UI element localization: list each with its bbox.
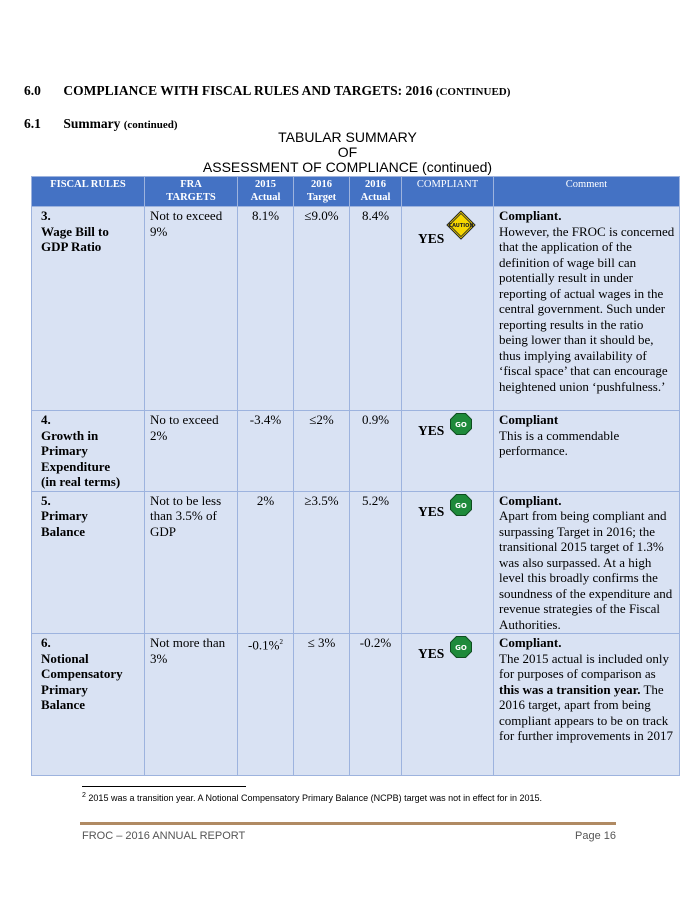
fra-target-cell: Not more than 3% — [145, 634, 238, 776]
section-number: 6.0 — [24, 83, 41, 98]
table-row — [32, 491, 680, 634]
target-2016-cell: ≤9.0% — [294, 207, 350, 411]
comment-heading: Compliant. — [499, 492, 562, 508]
fra-target-cell: Not to be less than 3.5% of GDP — [145, 491, 238, 634]
svg-text:GO: GO — [455, 421, 467, 429]
compliant-cell — [402, 634, 494, 776]
footnote-divider — [82, 786, 246, 787]
compliant-value: YES — [418, 423, 445, 438]
table-row — [32, 207, 680, 411]
footnote-ref: 2 — [279, 638, 283, 646]
section-title: COMPLIANCE WITH FISCAL RULES AND TARGETS: 2016 — [63, 83, 433, 98]
comment-heading: Compliant. — [499, 635, 562, 650]
actual-2015-cell: -0.1%$^2$ — [238, 634, 294, 776]
actual-2016-cell: 0.9% — [350, 411, 402, 492]
rule-cell: 6.Notional Compensatory Primary Balance — [32, 634, 145, 776]
header-comment: Comment — [494, 177, 680, 207]
svg-text:GO: GO — [455, 644, 467, 652]
svg-text:GO: GO — [455, 501, 467, 510]
comment-heading: Compliant — [499, 412, 559, 427]
table-caption-line3: ASSESSMENT OF COMPLIANCE (continued) — [202, 159, 493, 175]
footnote-text: 2015 was a transition year. A Notional Compensatory Primary Balance (NCPB) target was not in effect for in 2015. — [88, 793, 542, 803]
comment-text: The 2015 actual is included only for purposes of comparison as — [499, 650, 670, 681]
comment-cell — [494, 411, 680, 492]
table-caption-line2: OF — [337, 144, 358, 160]
target-2016-cell: ≥3.5% — [294, 491, 350, 634]
compliant-value: YES — [418, 503, 445, 519]
table-caption-line1: TABULAR SUMMARY — [278, 129, 417, 145]
compliant-value: YES — [418, 646, 445, 661]
subsection-title: Summary — [63, 116, 121, 131]
actual-2016-cell: -0.2% — [350, 634, 402, 776]
rule-cell: 5.Primary Balance — [32, 491, 145, 634]
target-2016-cell: ≤ 3% — [294, 634, 350, 776]
page-number: Page 16 — [575, 830, 616, 842]
comment-cell — [494, 634, 680, 776]
footnote — [82, 792, 542, 803]
fra-target-cell: Not to exceed 9% — [145, 207, 238, 411]
caution-sign-icon — [446, 210, 476, 240]
actual-2015-cell: 8.1% — [238, 207, 294, 411]
comment-cell — [494, 491, 680, 634]
comment-text: However, the FROC is concerned that the application of the definition of wage bill can potentially result in under reporting of actual wages in the central government. Such under reporting results in the ratio being lower than it should be, thus implying availability of ‘fiscal space’ that can encourage heightened union ‘pushfulness.’ — [499, 223, 675, 394]
comment-heading: Compliant. — [499, 208, 562, 223]
table-row — [32, 634, 680, 776]
compliant-cell — [402, 491, 494, 634]
go-sign-icon — [450, 494, 472, 516]
header-2016-actual: 2016 Actual — [350, 177, 402, 207]
table-row — [32, 411, 680, 492]
subsection-number: 6.1 — [24, 116, 41, 131]
section-suffix: (CONTINUED) — [435, 86, 511, 98]
section-heading — [24, 83, 510, 99]
footnote-marker: 2 — [82, 792, 86, 799]
footer-divider — [80, 822, 616, 825]
comment-text: Apart from being compliant and surpassing Target in 2016; the transitional 2015 target of 1.3% was also surpassed. At a high level this broadly confirms the soundness of the expenditure and revenue strategies of the Fiscal Authorities. — [499, 508, 673, 632]
target-2016-cell: ≤2% — [294, 411, 350, 492]
comment-cell — [494, 207, 680, 411]
header-compliant: COMPLIANT — [402, 177, 494, 207]
compliant-cell — [402, 411, 494, 492]
go-sign-icon — [450, 413, 472, 435]
compliant-value: YES — [418, 231, 445, 246]
compliant-cell — [402, 207, 494, 411]
header-2016-target: 2016 Target — [294, 177, 350, 207]
fra-target-cell: No to exceed 2% — [145, 411, 238, 492]
compliance-table — [31, 176, 680, 776]
header-2015-actual: 2015 Actual — [238, 177, 294, 207]
svg-text:CAUTION: CAUTION — [448, 223, 474, 229]
comment-text-cont: The 2016 target, apart from being compliant appears to be on track for further improvements in 2017 — [499, 681, 674, 743]
actual-2015-cell: -3.4% — [238, 411, 294, 492]
actual-2016-cell: 5.2% — [350, 491, 402, 634]
table-header-row — [32, 177, 680, 207]
header-fra-targets: FRA TARGETS — [145, 177, 238, 207]
rule-cell: 3.Wage Bill to GDP Ratio — [32, 207, 145, 411]
header-fiscal-rules: FISCAL RULES — [32, 177, 145, 207]
comment-emphasis: this was a transition year. — [499, 681, 641, 697]
subsection-suffix: (continued) — [123, 119, 178, 131]
footer-report-title: FROC – 2016 ANNUAL REPORT — [82, 830, 246, 842]
actual-2016-cell: 8.4% — [350, 207, 402, 411]
comment-text: This is a commendable performance. — [499, 427, 620, 458]
go-sign-icon — [450, 636, 472, 658]
rule-cell: 4.Growth in Primary Expenditure (in real terms) — [32, 411, 145, 492]
actual-2015-cell: 2% — [238, 491, 294, 634]
